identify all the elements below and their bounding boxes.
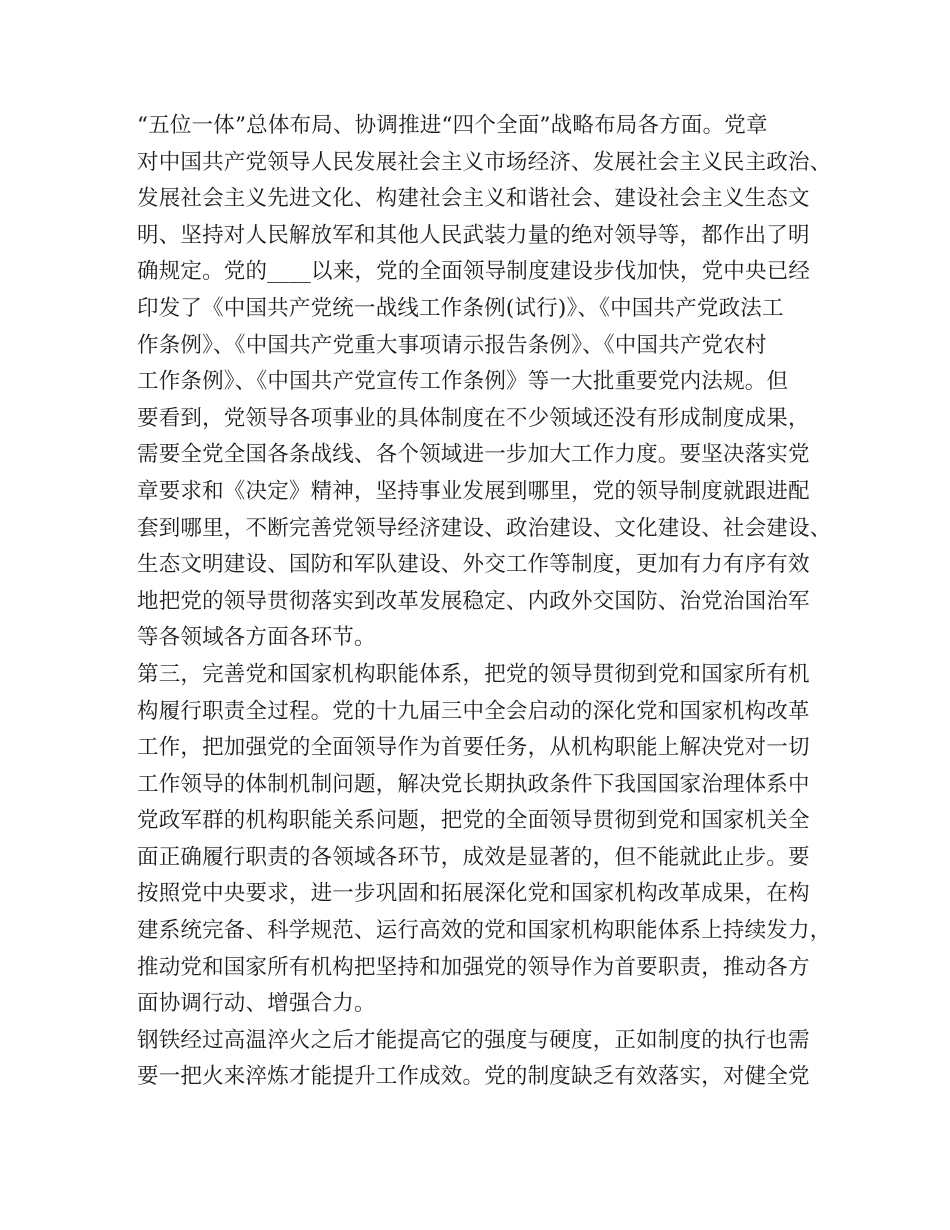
text-line: 构履行职责全过程。党的十九届三中全会启动的深化党和国家机构改革 xyxy=(137,698,810,724)
text-line: 地把党的领导贯彻落实到改革发展稳定、内政外交国防、治党治国治军 xyxy=(137,588,810,614)
text-line: 套到哪里，不断完善党领导经济建设、政治建设、文化建设、社会建设、 xyxy=(137,515,832,541)
text-line: 确规定。党的____以来，党的全面领导制度建设步伐加快，党中央已经 xyxy=(137,259,811,285)
text-line: “五位一体”总体布局、协调推进“四个全面”战略布局各方面。党章 xyxy=(137,113,768,138)
text-line: 工作，把加强党的全面领导作为首要任务，从机构职能上解决党对一切 xyxy=(137,735,810,761)
text-line: 党政军群的机构职能关系问题，把党的全面领导贯彻到党和国家机关全 xyxy=(137,808,810,834)
text-line: 要看到，党领导各项事业的具体制度在不少领域还没有形成制度成果， xyxy=(137,405,810,431)
text-line: 需要全党全国各条战线、各个领域进一步加大工作力度。要坚决落实党 xyxy=(137,442,810,468)
text-line: 生态文明建设、国防和军队建设、外交工作等制度，更加有力有序有效 xyxy=(137,552,810,578)
text-line: 印发了《中国共产党统一战线工作条例(试行)》、《中国共产党政法工 xyxy=(137,295,784,321)
text-line: 等各领域各方面各环节。 xyxy=(137,625,376,651)
text-line: 章要求和《决定》精神，坚持事业发展到哪里，党的领导制度就跟进配 xyxy=(137,478,810,504)
text-line: 推动党和国家所有机构把坚持和加强党的领导作为首要职责，推动各方 xyxy=(137,954,810,980)
text-line: 对中国共产党领导人民发展社会主义市场经济、发展社会主义民主政治、 xyxy=(137,149,832,175)
text-line: 钢铁经过高温淬火之后才能提高它的强度与硬度，正如制度的执行也需 xyxy=(137,1027,810,1053)
text-line: 工作条例》、《中国共产党宣传工作条例》等一大批重要党内法规。但 xyxy=(137,369,789,395)
text-line: 第三，完善党和国家机构职能体系，把党的领导贯彻到党和国家所有机 xyxy=(137,661,810,687)
body-text xyxy=(137,108,832,1096)
text-line: 工作领导的体制机制问题，解决党长期执政条件下我国国家治理体系中 xyxy=(137,771,810,797)
text-line: 发展社会主义先进文化、构建社会主义和谐社会、建设社会主义生态文 xyxy=(137,186,810,212)
text-line: 要一把火来淬炼才能提升工作成效。党的制度缺乏有效落实，对健全党 xyxy=(137,1064,810,1090)
text-line: 面协调行动、增强合力。 xyxy=(137,991,376,1017)
text-line: 建系统完备、科学规范、运行高效的党和国家机构职能体系上持续发力， xyxy=(137,918,832,944)
text-line: 按照党中央要求，进一步巩固和拓展深化党和国家机构改革成果，在构 xyxy=(137,881,810,907)
text-line: 作条例》、《中国共产党重大事项请示报告条例》、《中国共产党农村 xyxy=(137,332,767,358)
text-line: 面正确履行职责的各领域各环节，成效是显著的，但不能就此止步。要 xyxy=(137,844,810,870)
text-line: 明、坚持对人民解放军和其他人民武装力量的绝对领导等，都作出了明 xyxy=(137,222,810,248)
